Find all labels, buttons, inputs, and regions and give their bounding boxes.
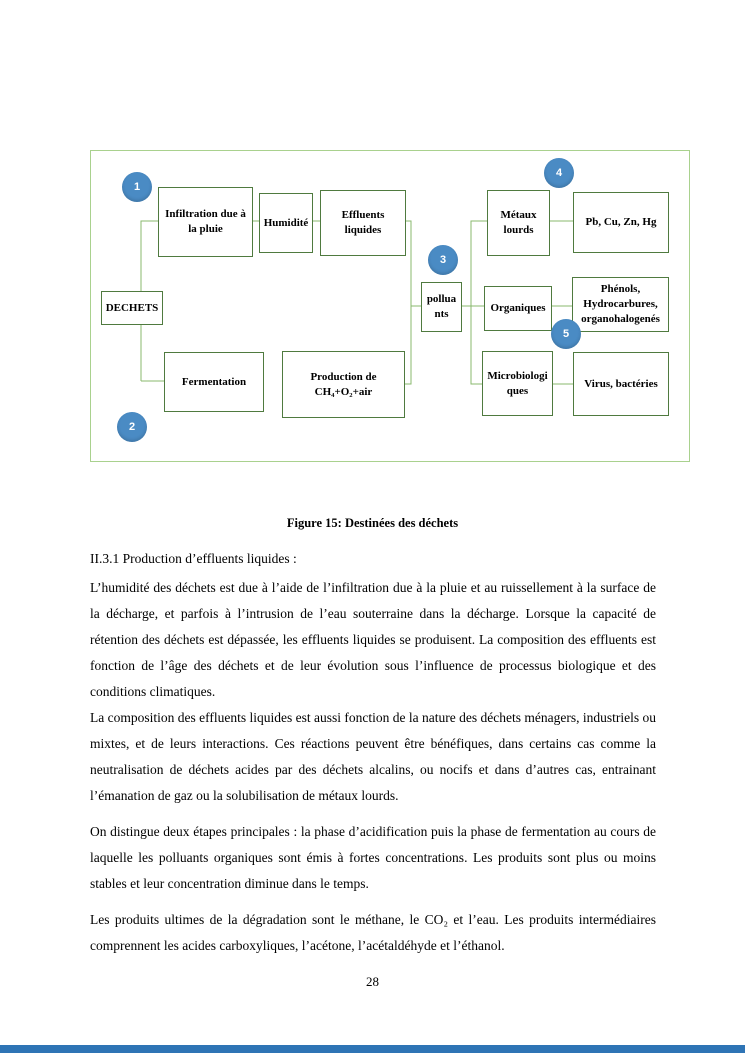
figure-diagram (90, 150, 690, 462)
page-number: 28 (366, 974, 379, 989)
paragraph-1: L’humidité des déchets est due à l’aide de l’infiltration due à la pluie et au ruissellement à la surface de la décharge, et parfois à l’intrusion de l’eau souterraine dans la décharge. Lorsque la capacité de rétention des déchets est dépassée, les effluents liquides se produisent. La composition des effluents est fonction de l’âge des déchets et de leur évolution sous l’influence de processus biologique et des conditions climatiques. (90, 580, 656, 699)
node-production: Production de CH₄+O₂+air (282, 351, 405, 418)
node-organiques-exemples: Phénols, Hydrocarbures, organohalogenés (572, 277, 669, 332)
node-fermentation: Fermentation (164, 352, 264, 412)
paragraph-2: La composition des effluents liquides est aussi fonction de la nature des déchets ménagers, industriels ou mixtes, et de leurs interactions. Ces réactions peuvent être bénéfiques, dans certains cas comme la neutralisation de déchets acides par des déchets alcalins, ou nocifs et dans d’autres cas, entrainant l’émanation de gaz ou la solubilisation de métaux lourds. (90, 710, 656, 803)
node-micro-exemples: Virus, bactéries (573, 352, 669, 416)
node-polluants: polluants (421, 282, 462, 332)
paragraph-3: On distingue deux étapes principales : la phase d’acidification puis la phase de fermentation au cours de laquelle les polluants organiques sont émis à fortes concentrations. Les produits sont plus ou moins stables et leur concentration diminue dans le temps. (90, 824, 656, 891)
node-microbiologiques: Microbiologiques (482, 351, 553, 416)
bottom-bar (0, 1045, 745, 1053)
body-text (90, 575, 656, 959)
node-infiltration: Infiltration due à la pluie (158, 187, 253, 257)
node-humidite: Humidité (259, 193, 313, 253)
badge-2: 2 (117, 412, 147, 442)
section-heading: II.3.1 Production d’effluents liquides : (90, 551, 297, 566)
badge-1: 1 (122, 172, 152, 202)
node-metaux-exemples: Pb, Cu, Zn, Hg (573, 192, 669, 253)
figure-caption: Figure 15: Destinées des déchets (286, 516, 459, 530)
node-dechets: DECHETS (101, 291, 163, 325)
badge-5: 5 (551, 319, 581, 349)
paragraph-4: Les produits ultimes de la dégradation sont le méthane, le CO₂ et l’eau. Les produits intermédiaires comprennent les acides carboxyliques, l’acétone, l’acétaldéhyde et l’éthanol. (90, 912, 656, 953)
node-metaux-lourds: Métaux lourds (487, 190, 550, 256)
badge-4: 4 (544, 158, 574, 188)
node-organiques: Organiques (484, 286, 552, 331)
badge-3: 3 (428, 245, 458, 275)
node-effluents: Effluents liquides (320, 190, 406, 256)
